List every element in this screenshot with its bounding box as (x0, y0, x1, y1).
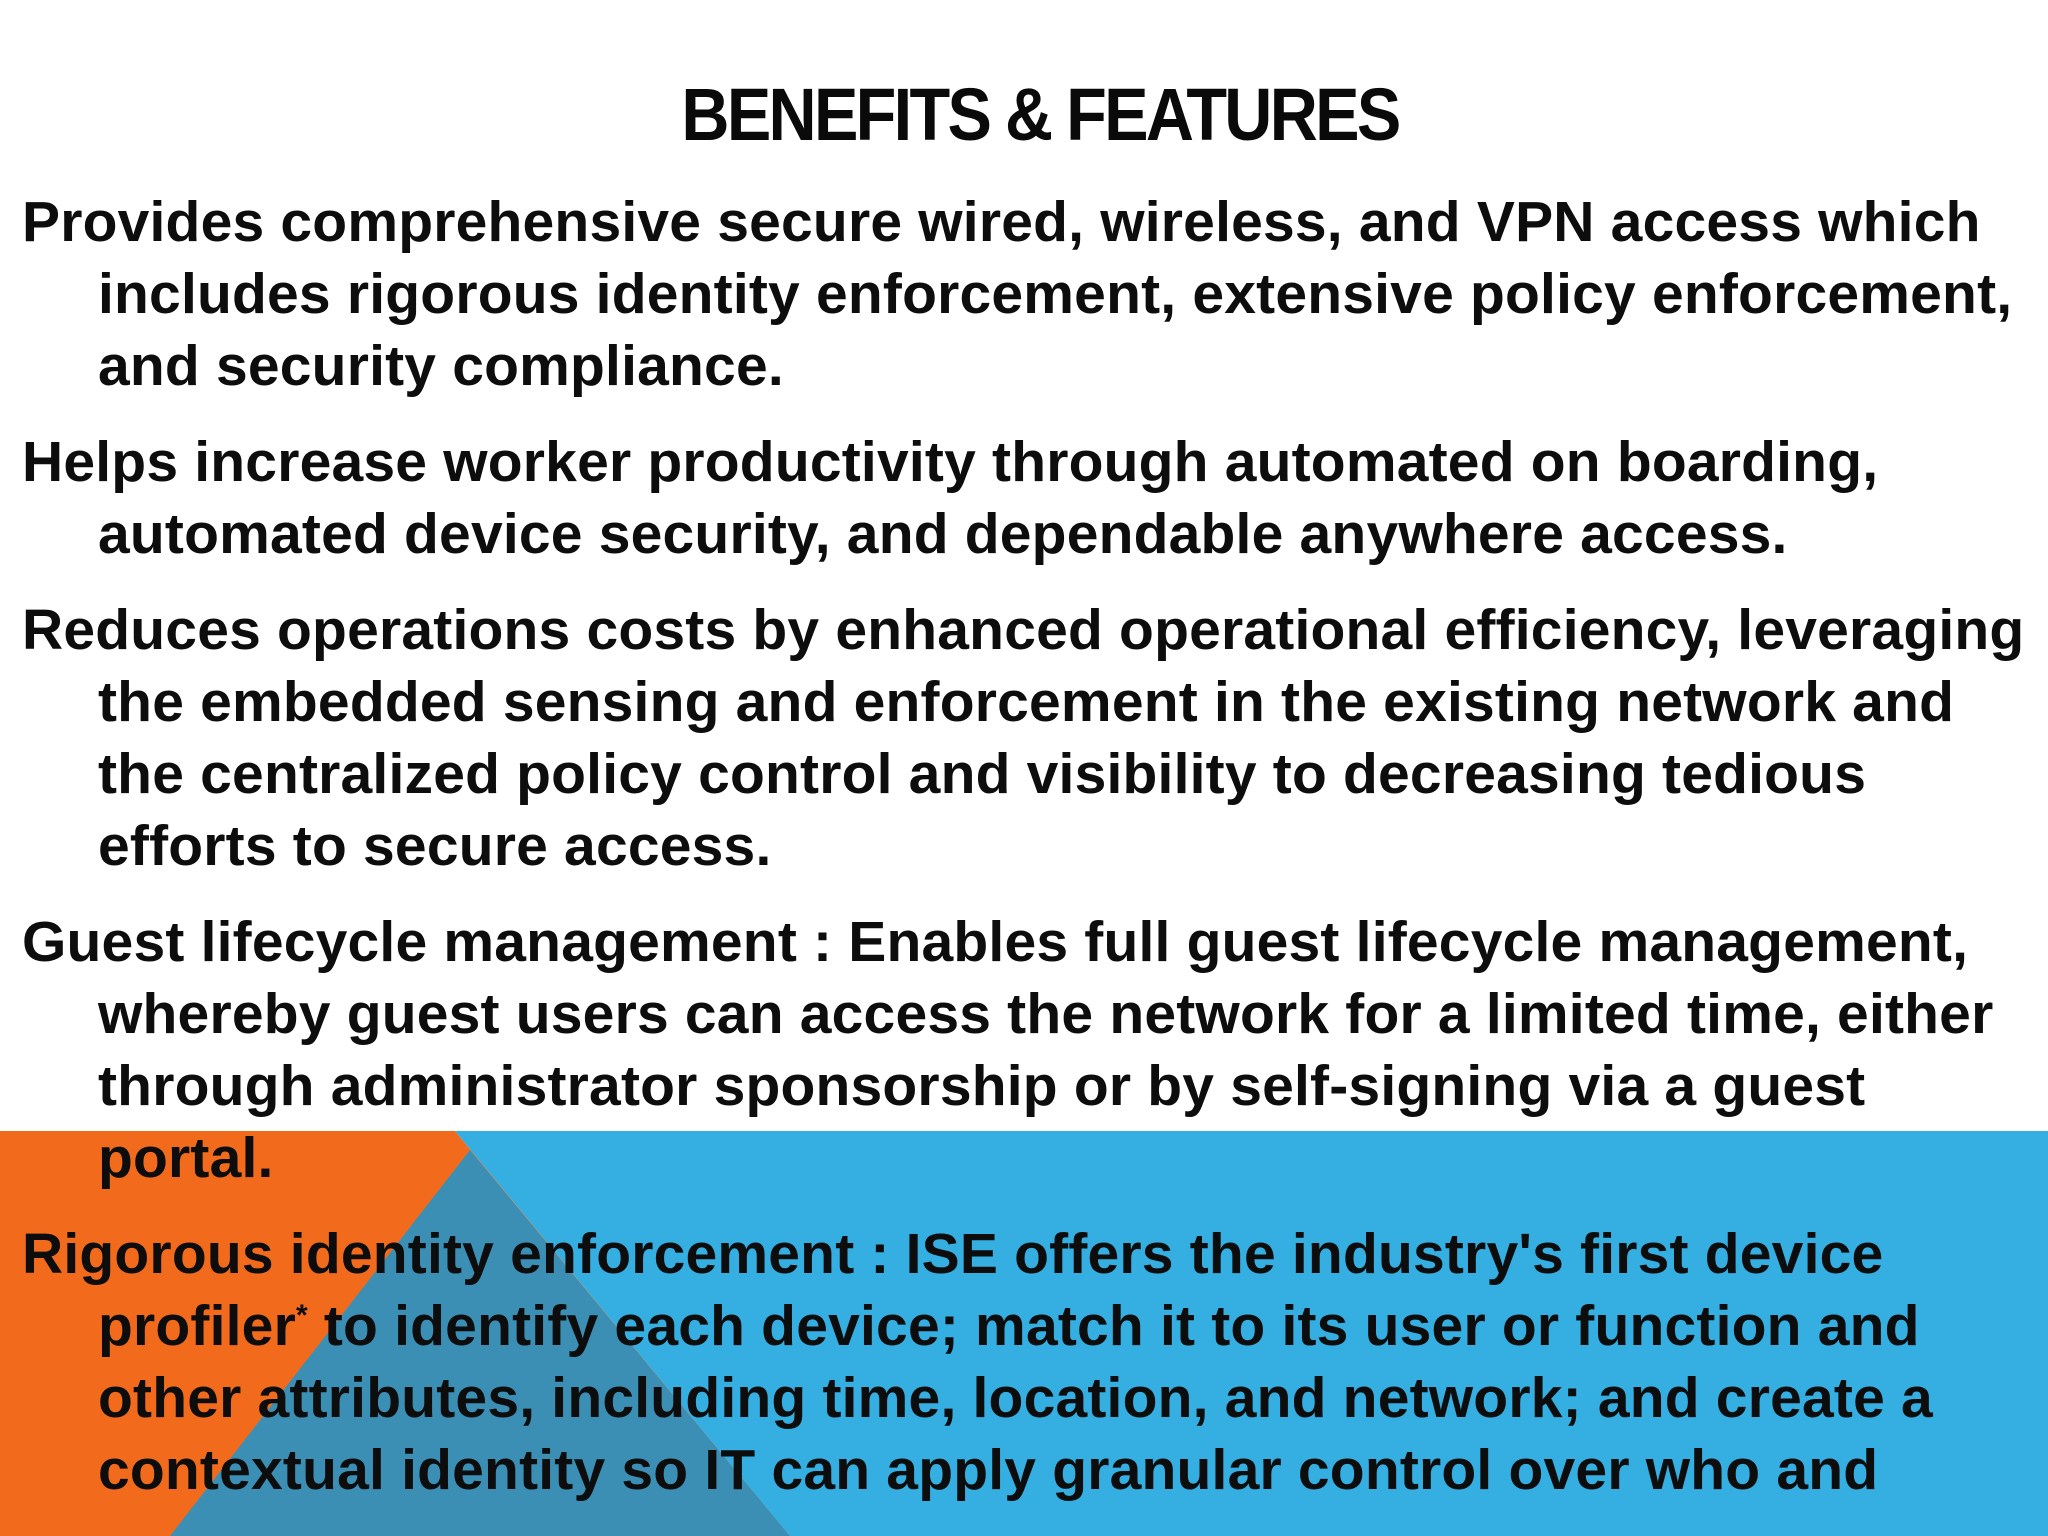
slide-title: BENEFITS & FEATURES (681, 73, 1399, 156)
bullet-item-1: Provides comprehensive secure wired, wireless, and VPN access which includes rigorous identity enforcement, extensive policy enforcement, and security compliance. (22, 190, 2013, 398)
bullet-item-5 (22, 1218, 2042, 1506)
bullet-item-3: Reduces operations costs by enhanced operational efficiency, leveraging the embedded sensing and enforcement in the existing network and the centralized policy control and visibility to decreasing tedious efforts to secure access. (22, 598, 2025, 878)
bullet-item-5-text-before: Rigorous identity enforcement : ISE offers the industry's first device profiler (22, 1222, 1884, 1358)
bullet-item-4: Guest lifecycle management : Enables full guest lifecycle management, whereby guest users can access the network for a limited time, either through administrator sponsorship or by self-signing via a guest portal. (22, 910, 1994, 1190)
bullet-item-5-text-after: to identify each device; match it to its user or function and other attributes, including time, location, and network; and create a contextual identity so IT can apply granular control over who and (98, 1294, 1933, 1502)
bullet-item-2: Helps increase worker productivity through automated on boarding, automated device security, and dependable anywhere access. (22, 430, 1879, 566)
footnote-marker: * (295, 1299, 308, 1332)
bullet-list (22, 186, 2042, 1530)
